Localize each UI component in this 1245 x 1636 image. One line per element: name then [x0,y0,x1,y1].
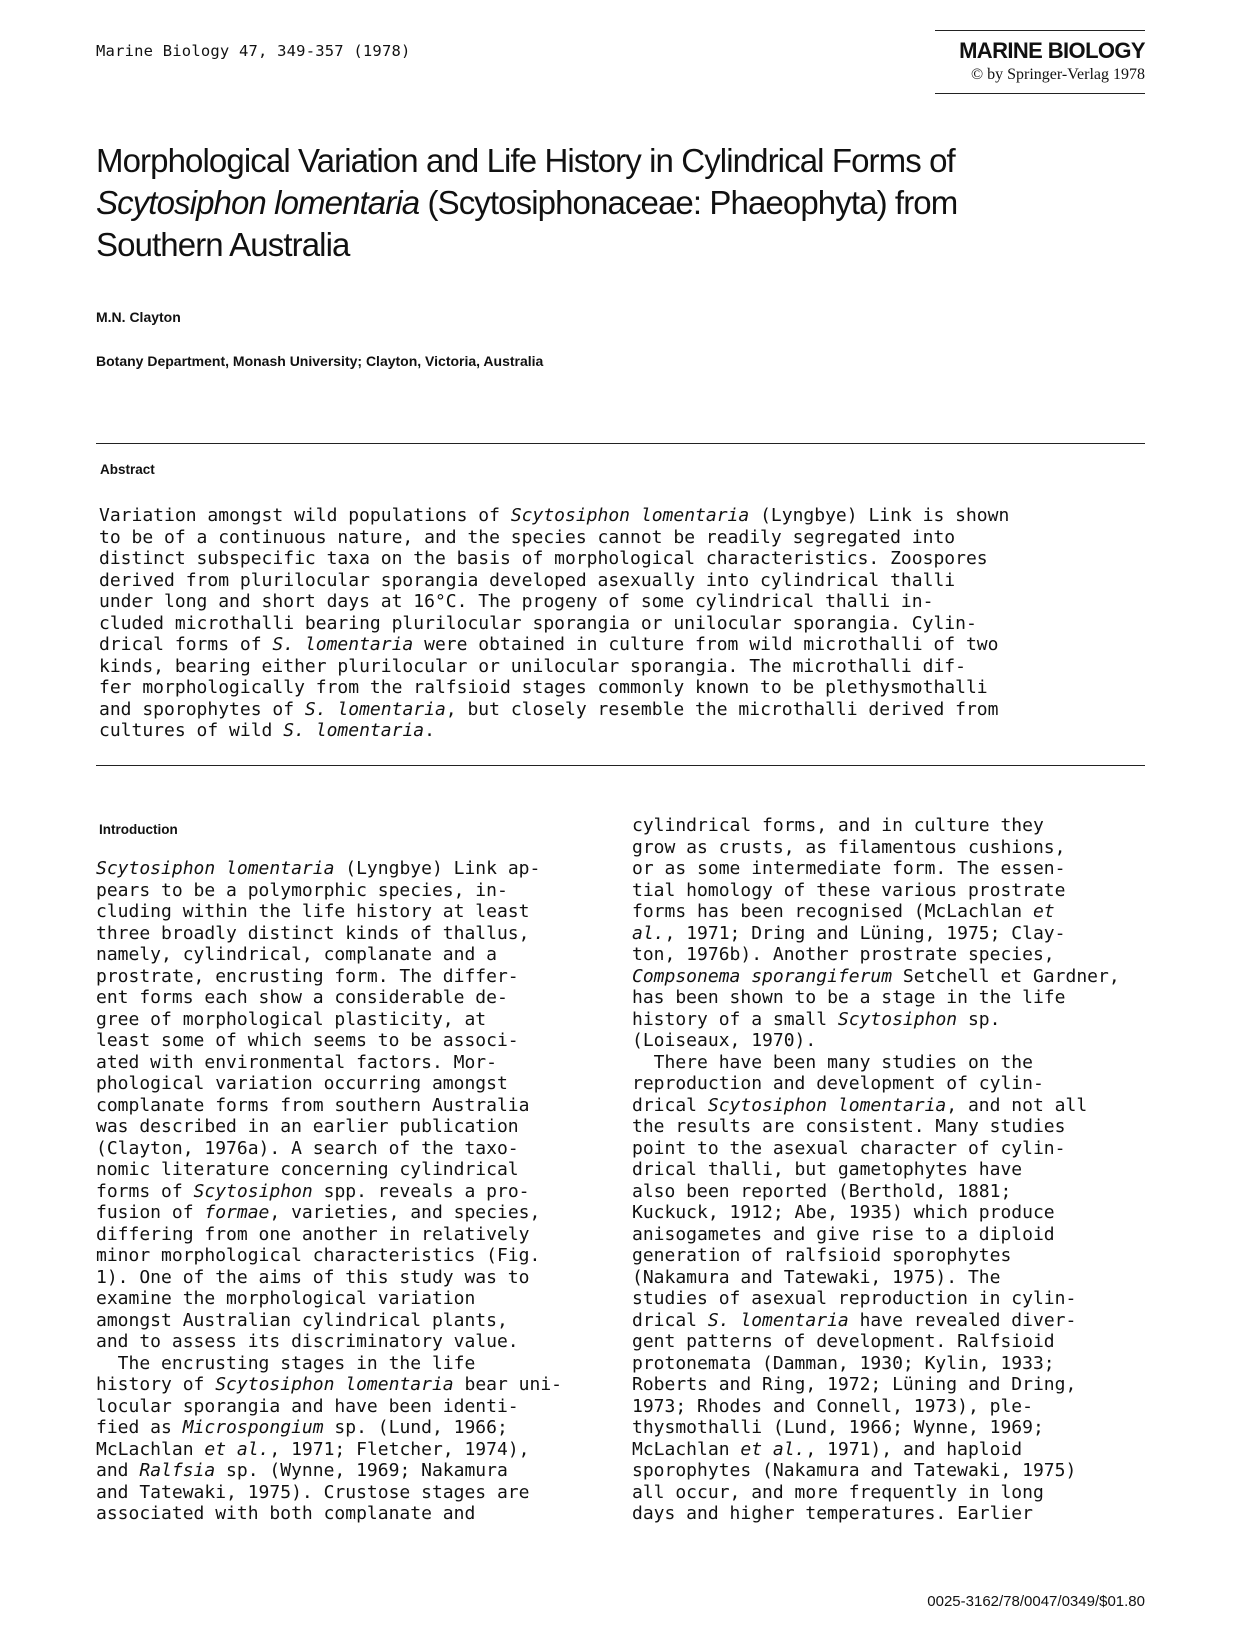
text-segment: grow as crusts, as filamentous cushions, [632,836,1066,858]
text-line [96,1482,611,1504]
text-line [632,901,1152,923]
text-segment: were obtained in culture from wild microthalli of two [413,634,999,655]
text-line [96,1095,611,1117]
text-line [96,880,611,902]
abstract-body [99,505,1144,742]
text-segment: gent patterns of development. Ralfsioid [632,1331,1055,1352]
text-line [96,858,611,880]
text-segment: drical [632,1309,708,1331]
text-segment: McLachlan [632,1438,741,1460]
text-segment: anisogametes and give rise to a diploid [632,1223,1055,1245]
text-line [96,1310,611,1332]
text-line [632,966,1152,988]
text-line [96,1288,611,1310]
text-line [632,1073,1152,1095]
text-segment: fer morphologically from the ralfsioid stages commonly known to be plethysmothalli [99,677,988,698]
text-segment: or as some intermediate form. The essen- [632,858,1066,879]
text-segment: cluded microthalli bearing plurilocular sporangia or unilocular sporangia. Cylin- [99,612,977,634]
text-line [632,1181,1152,1203]
text-segment: Variation amongst wild populations of [99,505,511,526]
text-segment: three broadly distinct kinds of thallus, [96,922,530,944]
text-segment: (Nakamura and Tatewaki, 1975). The [632,1266,1001,1288]
text-segment: point to the asexual character of cylin- [632,1137,1066,1159]
text-line [96,1396,611,1418]
text-segment: (Clayton, 1976a). A search of the taxo- [96,1137,519,1159]
text-line [99,548,1144,570]
text-segment: There have been many studies on the [632,1051,1033,1073]
abstract-bottom-rule [96,765,1145,766]
text-segment: cylindrical forms, and in culture they [632,815,1044,836]
text-segment: has been shown to be a stage in the life [632,987,1066,1008]
text-segment: sp. (Lund, 1966; [323,1417,508,1438]
logo-bottom-rule [935,93,1145,94]
text-line [632,1503,1152,1525]
italic-term: Scytosiphon [193,1180,313,1202]
italic-term: Scytosiphon lomentaria [96,858,335,879]
text-segment: kinds, bearing either plurilocular or unilocular sporangia. The microthalli dif- [99,655,966,677]
text-line [632,1482,1152,1504]
text-segment: gree of morphological plasticity, at [96,1008,487,1030]
text-line [96,1138,611,1160]
text-segment: forms has been recognised (McLachlan [632,901,1033,922]
text-line [96,1374,611,1396]
text-line [632,923,1152,945]
text-segment: namely, cylindrical, complanate and a [96,944,497,965]
text-line [632,858,1152,880]
text-line [99,656,1144,678]
text-segment: fied as [96,1417,183,1438]
italic-term: Scytosiphon lomentaria [215,1374,454,1395]
italic-term: et al. [204,1438,270,1460]
title-line-3: Southern Australia [96,226,350,263]
text-segment: minor morphological characteristics (Fig. [96,1245,541,1266]
title-species-name: Scytosiphon lomentaria [96,184,420,221]
text-segment: generation of ralfsioid sporophytes [632,1245,1012,1266]
text-segment: McLachlan [96,1438,205,1460]
text-line [632,1353,1152,1375]
abstract-top-rule [96,443,1145,444]
text-line [632,815,1152,837]
italic-term: Compsonema sporangiferum [632,965,893,987]
text-line [96,1460,611,1482]
abstract-heading: Abstract [100,462,155,477]
title-line-1: Morphological Variation and Life History in Cylindrical Forms of [96,142,955,179]
text-segment: bear uni- [453,1374,563,1395]
text-segment: distinct subspecific taxa on the basis of morphological characteristics. Zoospores [99,548,988,569]
italic-term: Scytosiphon lomentaria [510,505,750,526]
text-line [632,1052,1152,1074]
text-segment: ated with environmental factors. Mor- [96,1051,497,1073]
text-segment: tial homology of these various prostrate [632,879,1066,901]
text-line [99,699,1144,721]
text-segment: sp. [957,1008,1001,1030]
text-line [96,987,611,1009]
text-line [632,1202,1152,1224]
italic-term: formae [204,1202,270,1223]
text-line [99,613,1144,635]
text-segment: , varieties, and species, [269,1202,541,1223]
italic-term: Scytosiphon [837,1008,958,1030]
text-segment: all occur, and more frequently in long [632,1481,1044,1503]
text-segment: Kuckuck, 1912; Abe, 1935) which produce [632,1202,1055,1223]
text-segment: (Lyngbye) Link ap- [334,858,541,879]
text-segment: Setchell et Gardner, [892,965,1120,987]
text-segment: Roberts and Ring, 1972; Lüning and Dring, [632,1374,1077,1395]
text-line [632,1331,1152,1353]
text-line [96,1009,611,1031]
text-line [96,1159,611,1181]
text-segment: complanate forms from southern Australia [96,1094,530,1116]
italic-term: Scytosiphon lomentaria [707,1094,947,1116]
text-segment: , but closely resemble the microthalli derived from [445,698,999,720]
title-line-2-rest: (Scytosiphonaceae: Phaeophyta) from [419,184,958,221]
text-line [96,901,611,923]
text-segment: associated with both complanate and [96,1503,476,1524]
text-line [632,1159,1152,1181]
italic-term: et al. [740,1438,806,1460]
text-segment: cultures of wild [99,720,284,741]
text-line [99,720,1144,742]
journal-name: MARINE BIOLOGY [959,38,1145,63]
article-title [96,140,1156,266]
italic-term: et [1032,901,1055,922]
text-segment: least some of which seems to be associ- [96,1030,519,1051]
text-segment: locular sporangia and have been identi- [96,1395,519,1417]
text-line [96,1267,611,1289]
text-line [99,570,1144,592]
text-line [632,1224,1152,1246]
text-line [632,1267,1152,1289]
text-segment: (Lyngbye) Link is shown [749,505,1010,526]
text-segment: history of a small [632,1008,838,1030]
text-segment: drical forms of [99,634,273,655]
text-line [632,1460,1152,1482]
italic-term: S. lomentaria [707,1309,849,1331]
text-segment: , 1971; Fletcher, 1974), [269,1438,530,1460]
text-segment: reproduction and development of cylin- [632,1073,1044,1094]
text-line [632,1138,1152,1160]
text-segment: drical thalli, but gametophytes have [632,1159,1023,1180]
text-line [96,1202,611,1224]
text-segment: also been reported (Berthold, 1881; [632,1180,1012,1202]
text-line [632,1417,1152,1439]
text-segment: derived from plurilocular sporangia developed asexually into cylindrical thalli [99,569,956,591]
text-line [632,1030,1152,1052]
text-segment: 1973; Rhodes and Connell, 1973), ple- [632,1395,1033,1417]
text-line [99,591,1144,613]
author-affiliation: Botany Department, Monash University; Clayton, Victoria, Australia [96,353,544,369]
text-segment: under long and short days at 16°C. The progeny of some cylindrical thalli in- [99,591,934,612]
logo-top-rule [935,30,1145,31]
text-line [96,1030,611,1052]
text-line [96,1439,611,1461]
text-line [632,1009,1152,1031]
text-segment: nomic literature concerning cylindrical [96,1159,519,1180]
italic-term: S. lomentaria [304,698,446,720]
footer-price-code: 0025-3162/78/0047/0349/$01.80 [927,1593,1145,1610]
introduction-right-column [632,815,1152,1525]
text-line [96,1417,611,1439]
text-segment: phological variation occurring amongst [96,1073,508,1094]
text-segment: studies of asexual reproduction in cylin- [632,1288,1077,1309]
text-line [632,1095,1152,1117]
author-name: M.N. Clayton [96,309,181,325]
text-segment: the results are consistent. Many studies [632,1116,1066,1137]
text-segment: and sporophytes of [99,698,305,720]
text-line [99,677,1144,699]
text-line [632,837,1152,859]
text-line [96,1245,611,1267]
text-line [632,1116,1152,1138]
text-line [99,505,1144,527]
text-line [96,1331,611,1353]
text-segment: drical [632,1094,708,1116]
text-line [99,634,1144,656]
text-line [96,966,611,988]
text-segment: spp. reveals a pro- [312,1180,530,1202]
introduction-heading: Introduction [99,822,178,837]
journal-logo [935,30,1145,94]
text-segment: The encrusting stages in the life [96,1352,476,1374]
italic-term: S. lomentaria [272,634,414,655]
text-segment: 1). One of the aims of this study was to [96,1266,530,1288]
text-line [99,527,1144,549]
text-segment: , 1971; Dring and Lüning, 1975; Clay- [664,922,1066,944]
text-line [96,1073,611,1095]
text-segment: thysmothalli (Lund, 1966; Wynne, 1969; [632,1417,1044,1438]
text-line [96,1353,611,1375]
text-segment: differing from one another in relatively [96,1223,530,1245]
text-line [632,1374,1152,1396]
italic-term: al. [632,922,665,944]
text-line [96,1224,611,1246]
text-line [96,1052,611,1074]
text-segment: prostrate, encrusting form. The differ- [96,965,519,987]
text-line [632,987,1152,1009]
text-line [632,1310,1152,1332]
text-segment: sporophytes (Nakamura and Tatewaki, 1975) [632,1460,1077,1481]
italic-term: Ralfsia [139,1460,216,1481]
text-line [96,923,611,945]
text-segment: ton, 1976b). Another prostrate species, [632,944,1055,965]
text-segment: fusion of [96,1202,205,1223]
text-line [632,1288,1152,1310]
text-segment: to be of a continuous nature, and the species cannot be readily segregated into [99,526,956,548]
text-line [632,1396,1152,1418]
text-segment: . [424,720,435,741]
text-segment: and Tatewaki, 1975). Crustose stages are [96,1481,530,1503]
text-segment: protonemata (Damman, 1930; Kylin, 1933; [632,1352,1055,1374]
text-segment: and [96,1460,140,1481]
text-segment: days and higher temperatures. Earlier [632,1503,1033,1524]
text-line [96,1503,611,1525]
text-line [632,944,1152,966]
text-segment: pears to be a polymorphic species, in- [96,879,508,901]
text-segment: , 1971), and haploid [805,1438,1023,1460]
text-segment: cluding within the life history at least [96,901,530,922]
text-line [96,1181,611,1203]
text-line [632,1245,1152,1267]
text-segment: sp. (Wynne, 1969; Nakamura [215,1460,508,1481]
italic-term: S. lomentaria [283,720,425,741]
text-segment: forms of [96,1180,194,1202]
text-segment: , and not all [946,1094,1088,1116]
text-segment: (Loiseaux, 1970). [632,1030,817,1051]
text-line [96,944,611,966]
text-line [632,880,1152,902]
text-segment: and to assess its discriminatory value. [96,1331,519,1352]
text-segment: was described in an earlier publication [96,1116,519,1137]
title-line-2 [96,182,1156,224]
text-segment: history of [96,1374,216,1395]
italic-term: Microspongium [182,1417,324,1438]
journal-reference: Marine Biology 47, 349-357 (1978) [96,42,411,60]
text-line [96,1116,611,1138]
copyright-notice: © by Springer-Verlag 1978 [970,66,1145,83]
text-segment: amongst Australian cylindrical plants, [96,1309,508,1331]
text-line [632,1439,1152,1461]
introduction-left-column [96,858,611,1525]
text-segment: ent forms each show a considerable de- [96,987,508,1008]
text-segment: examine the morphological variation [96,1288,476,1309]
text-segment: have revealed diver- [848,1309,1077,1331]
